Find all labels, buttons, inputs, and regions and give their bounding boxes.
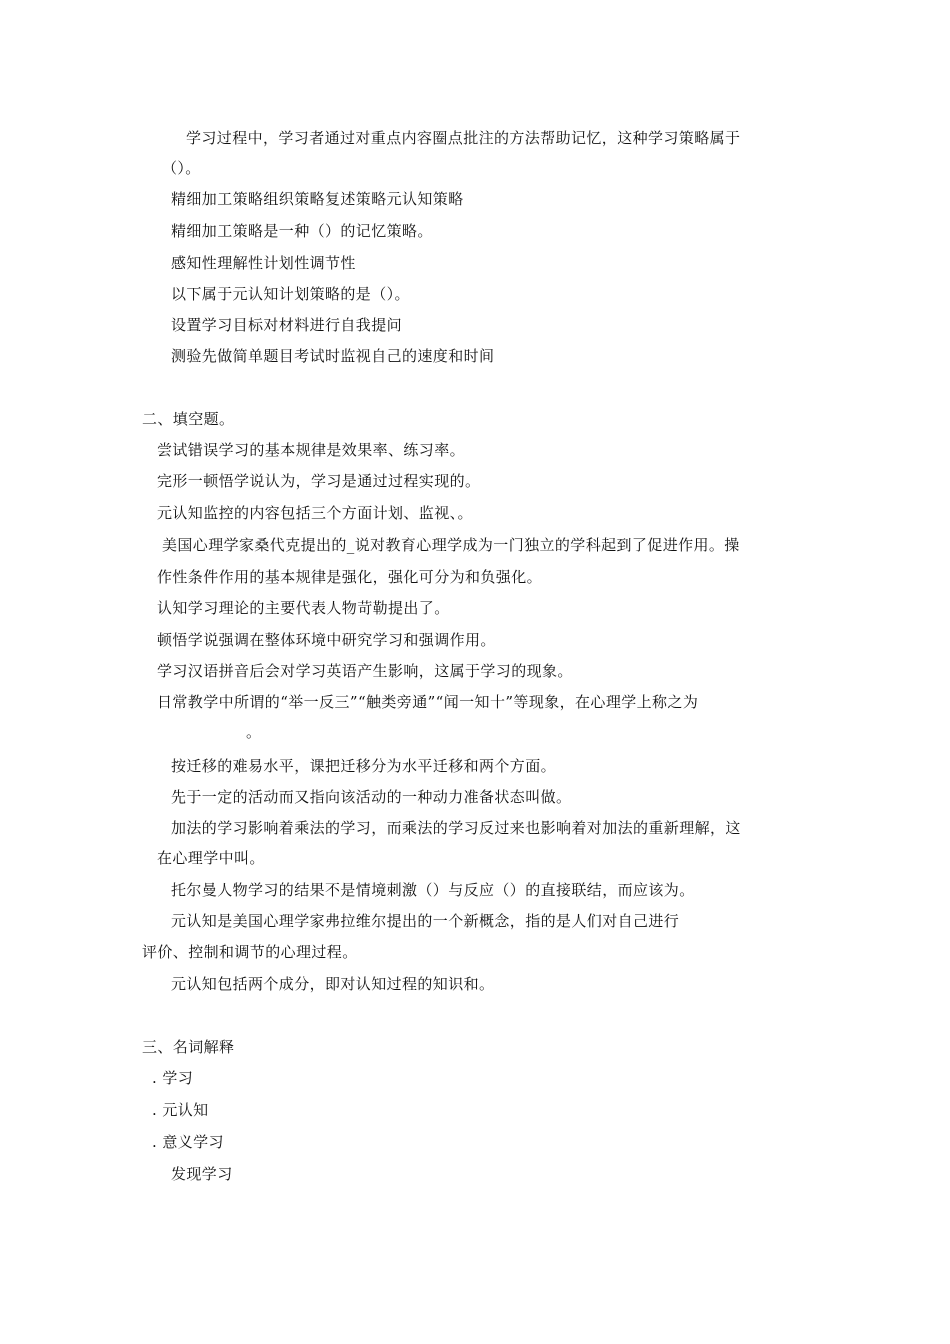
question-1-line-1: 学习过程中，学习者通过对重点内容圈点批注的方法帮助记忆，这种学习策略属于 [186,129,741,147]
term-item: . 意义学习 [152,1133,224,1151]
question-3-options-line-1: 设置学习目标对材料进行自我提问 [171,316,403,334]
term-item: . 学习 [152,1069,194,1087]
fill-blank-item: 先于一定的活动而又指向该活动的一种动力准备状态叫做。 [171,788,572,806]
fill-blank-item: 日常教学中所谓的“举一反三”“触类旁通”“闻一知十”等现象，在心理学上称之为 [157,693,699,711]
section-2-heading: 二、填空题。 [142,410,235,428]
fill-blank-item: 加法的学习影响着乘法的学习，而乘法的学习反过来也影响着对加法的重新理解，这 [171,819,741,837]
question-3: 以下属于元认知计划策略的是（）。 [171,285,410,303]
question-2: 精细加工策略是一种（）的记忆策略。 [171,222,433,240]
question-3-options-line-2: 测验先做简单题目考试时监视自己的速度和时间 [171,347,495,365]
fill-blank-item: 作性条件作用的基本规律是强化，强化可分为和负强化。 [157,568,543,586]
question-2-options: 感知性理解性计划性调节性 [171,254,356,272]
fill-blank-item: 认知学习理论的主要代表人物苛勒提出了。 [157,599,450,617]
fill-blank-item: 尝试错误学习的基本规律是效果率、练习率。 [157,441,466,459]
question-1-line-2: （）。 [162,159,201,177]
section-3-heading: 三、名词解释 [142,1038,235,1056]
fill-blank-item: 在心理学中叫。 [157,849,265,867]
term-item: 发现学习 [171,1165,233,1183]
fill-blank-item: 顿悟学说强调在整体环境中研究学习和强调作用。 [157,631,496,649]
fill-blank-item: 评价、控制和调节的心理过程。 [142,943,358,961]
fill-blank-item: 元认知监控的内容包括三个方面计划、监视、。 [157,504,473,522]
fill-blank-item: 元认知包括两个成分，即对认知过程的知识和。 [171,975,495,993]
fill-blank-item: 。 [246,723,262,741]
question-1-options: 精细加工策略组织策略复述策略元认知策略 [171,190,464,208]
fill-blank-item: 元认知是美国心理学家弗拉维尔提出的一个新概念，指的是人们对自己进行 [171,912,680,930]
term-item: . 元认知 [152,1101,209,1119]
fill-blank-item: 学习汉语拼音后会对学习英语产生影响，这属于学习的现象。 [157,662,573,680]
fill-blank-item: 按迁移的难易水平，课把迁移分为水平迁移和两个方面。 [171,757,557,775]
fill-blank-item: 完形一顿悟学说认为，学习是通过过程实现的。 [157,472,481,490]
fill-blank-item: 美国心理学家桑代克提出的_说对教育心理学成为一门独立的学科起到了促进作用。操 [162,536,740,554]
fill-blank-item: 托尔曼人物学习的结果不是情境刺激（）与反应（）的直接联结，而应该为。 [171,881,695,899]
